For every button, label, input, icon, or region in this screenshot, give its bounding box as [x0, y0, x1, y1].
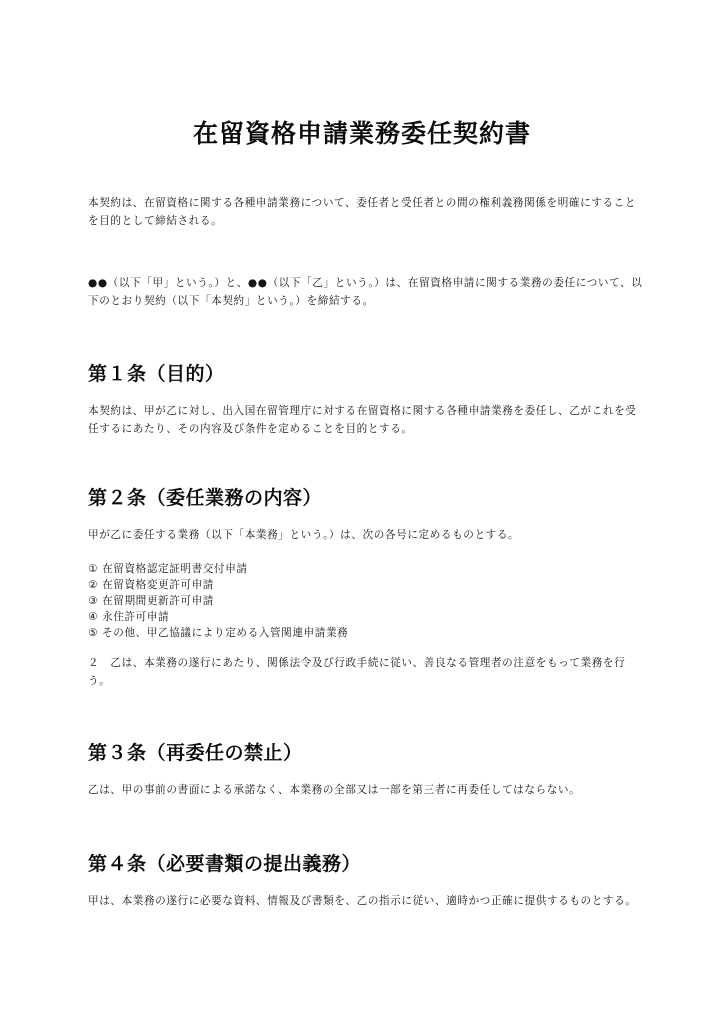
list-item: ① 在留資格認定証明書交付申請: [88, 563, 248, 575]
list-item: ⑤ その他、甲乙協議により定める入管関連申請業務: [88, 627, 349, 639]
article-1-body: 本契約は、甲が乙に対し、出入国在留管理庁に対する在留資格に関する各種申請業務を委任し、乙がこれを受任するにあたり、その内容及び条件を定めることを目的とする。: [88, 405, 637, 435]
article-3-body: 乙は、甲の事前の書面による承諾なく、本業務の全部又は一部を第三者に再委任してはならない。: [88, 784, 581, 796]
article-4-body: 甲は、本業務の遂行に必要な資料、情報及び書類を、乙の指示に従い、適時かつ正確に提供するものとする。: [88, 895, 637, 907]
intro-paragraph: 本契約は、在留資格に関する各種申請業務について、委任者と受任者との間の権利義務関係を明確にすることを目的として締結される。: [88, 197, 637, 227]
article-2-heading: 第２条（委任業務の内容）: [88, 487, 323, 509]
article-4-heading: 第４条（必要書類の提出義務）: [88, 853, 362, 875]
article-2-body: 甲が乙に委任する業務（以下「本業務」という。）は、次の各号に定めるものとする。: [88, 529, 520, 541]
parties-paragraph: ●●（以下「甲」という。）と、●●（以下「乙」という。）は、在留資格申請に関する業務の委任について、以下のとおり契約（以下「本契約」という。）を締結する。: [88, 277, 643, 307]
article-2-item-list: [88, 561, 348, 641]
list-item: ④ 永住許可申請: [88, 611, 170, 623]
article-1-heading: 第１条（目的）: [88, 363, 225, 385]
list-item: ③ 在留期間更新許可申請: [88, 595, 215, 607]
article-3-heading: 第３条（再委任の禁止）: [88, 742, 303, 764]
list-item: ② 在留資格変更許可申請: [88, 579, 215, 591]
article-2-clause-2: ２ 乙は、本業務の遂行にあたり、関係法令及び行政手続に従い、善良なる管理者の注意をもって業務を行う。: [88, 657, 626, 687]
document-title: 在留資格申請業務委任契約書: [192, 119, 531, 148]
